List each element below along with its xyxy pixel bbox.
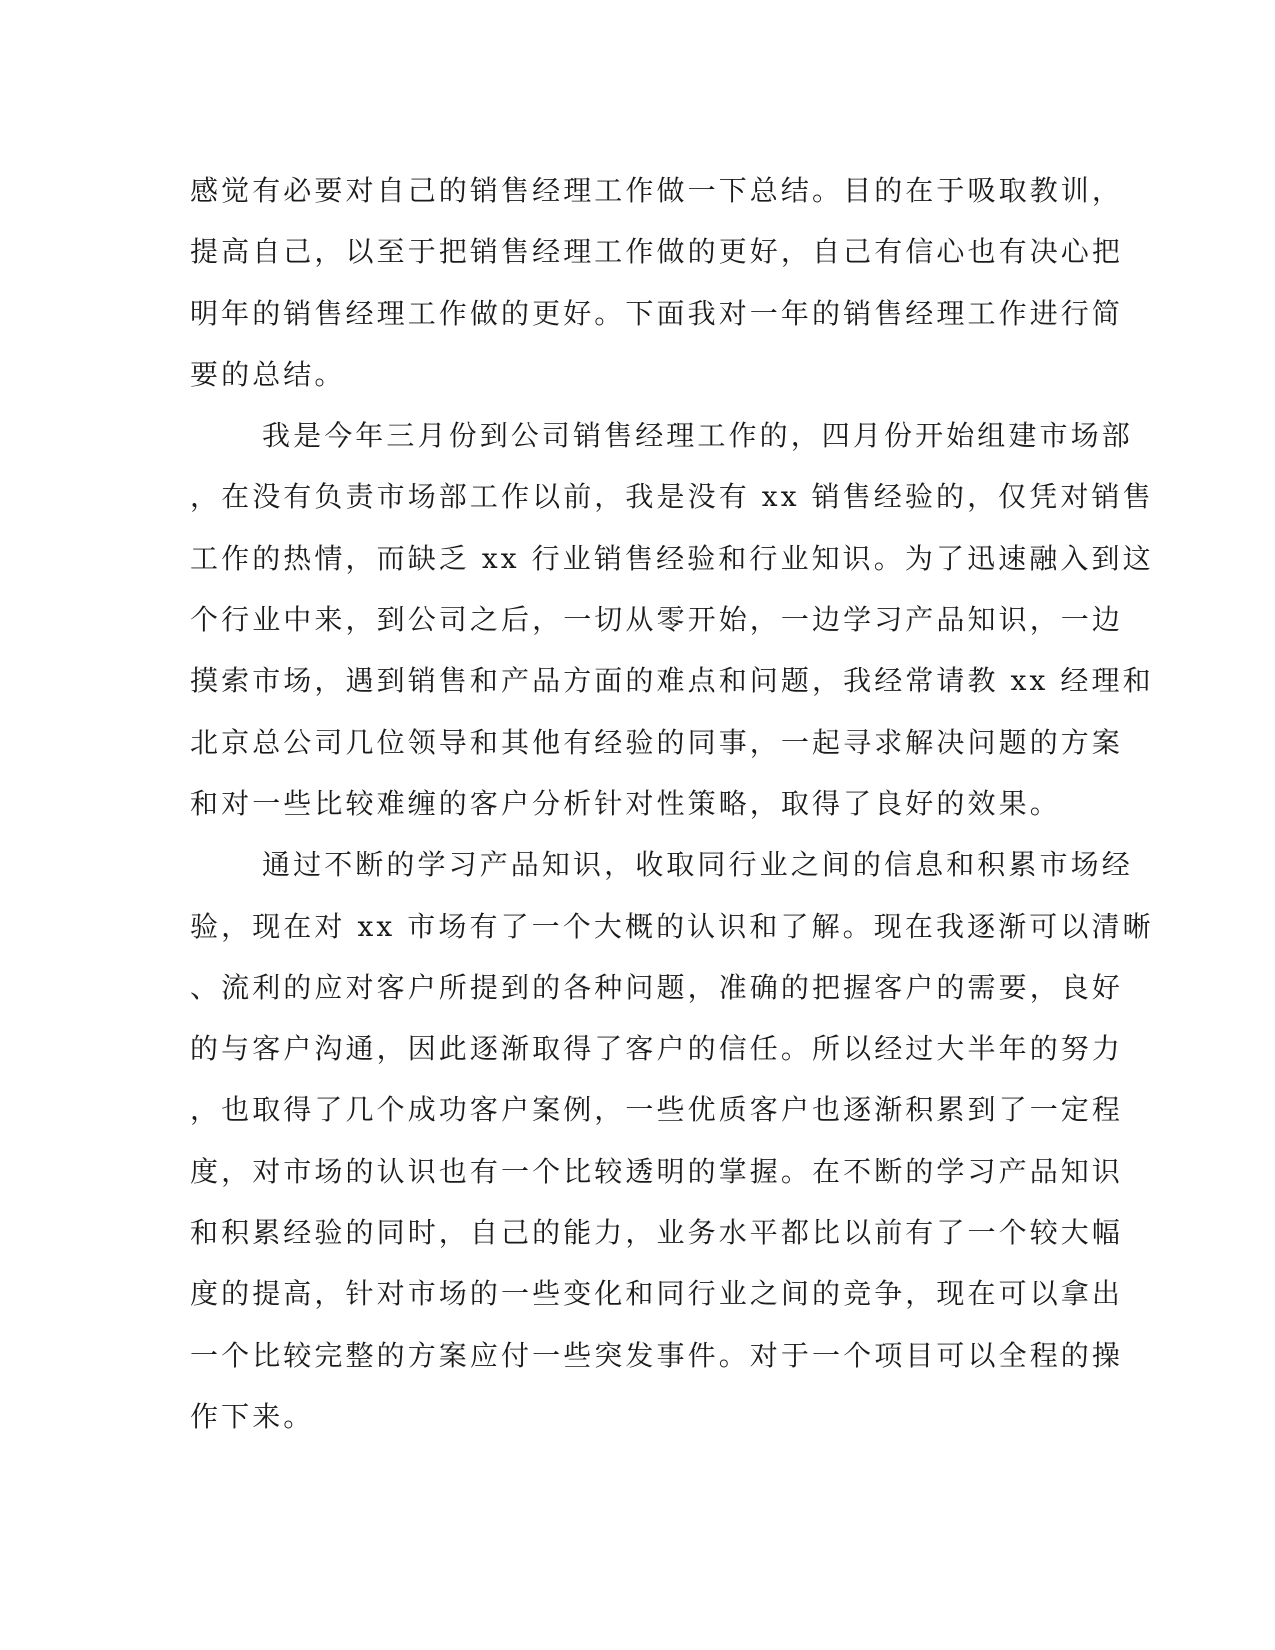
- text-line: 、流利的应对客户所提到的各种问题，准确的把握客户的需要，良好: [190, 970, 1124, 1004]
- text-line: 和对一些比较难缠的客户分析针对性策略，取得了良好的效果。: [190, 786, 1061, 820]
- text-line: ，也取得了几个成功客户案例，一些优质客户也逐渐积累到了一定程: [190, 1093, 1124, 1127]
- text-line: 度，对市场的认识也有一个比较透明的掌握。在不断的学习产品知识: [190, 1154, 1124, 1188]
- text-line: 感觉有必要对自己的销售经理工作做一下总结。目的在于吸取教训，: [190, 174, 1124, 207]
- text-line: 工作的热情，而缺乏 xx 行业销售经验和行业知识。为了迅速融入到这: [190, 541, 1154, 575]
- text-line: 的与客户沟通，因此逐渐取得了客户的信任。所以经过大半年的努力: [190, 1032, 1124, 1066]
- text-line: 度的提高，针对市场的一些变化和同行业之间的竞争，现在可以拿出: [190, 1277, 1124, 1311]
- paragraph: [190, 405, 1154, 834]
- text-line: 作下来。: [190, 1399, 315, 1433]
- paragraph: [190, 834, 1154, 1447]
- text-line: 摸索市场，遇到销售和产品方面的难点和问题，我经常请教 xx 经理和: [190, 664, 1154, 698]
- text-line: 我是今年三月份到公司销售经理工作的，四月份开始组建市场部: [262, 419, 1133, 453]
- text-line: 一个比较完整的方案应付一些突发事件。对于一个项目可以全程的操: [190, 1338, 1124, 1372]
- paragraph: [190, 160, 1124, 405]
- text-line: 和积累经验的同时，自己的能力，业务水平都比以前有了一个较大幅: [190, 1216, 1124, 1250]
- text-line: ，在没有负责市场部工作以前，我是没有 xx 销售经验的，仅凭对销售: [190, 480, 1154, 514]
- text-line: 个行业中来，到公司之后，一切从零开始，一边学习产品知识，一边: [190, 603, 1124, 637]
- text-line: 明年的销售经理工作做的更好。下面我对一年的销售经理工作进行简: [190, 296, 1124, 330]
- text-line: 通过不断的学习产品知识，收取同行业之间的信息和积累市场经: [262, 848, 1133, 882]
- text-line: 验，现在对 xx 市场有了一个大概的认识和了解。现在我逐渐可以清晰: [190, 909, 1154, 943]
- text-line: 北京总公司几位领导和其他有经验的同事，一起寻求解决问题的方案: [190, 725, 1124, 759]
- text-line: 要的总结。: [190, 357, 346, 391]
- document-body: [190, 160, 1154, 1447]
- text-line: 提高自己，以至于把销售经理工作做的更好，自己有信心也有决心把: [190, 235, 1124, 269]
